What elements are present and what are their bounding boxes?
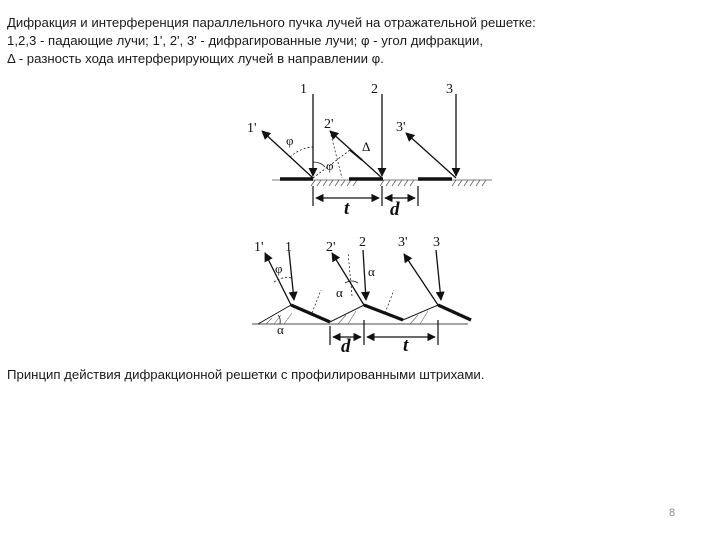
- blazed-diffracted-3-label: 3': [398, 235, 408, 250]
- blazed-incident-1-label: 1: [285, 240, 292, 255]
- path-difference-segment: [350, 150, 362, 160]
- caption-line-3: Δ - разность хода интерферирующих лучей в направлении φ.: [7, 51, 384, 66]
- path-difference-label: Δ: [362, 139, 371, 154]
- blazed-diffracted-2-label: 2': [326, 240, 336, 255]
- caption-line-1: Дифракция и интерференция параллельного пучка лучей на отражательной решетке:: [7, 15, 536, 30]
- facet-normals: [312, 252, 394, 313]
- diffracted-ray-2-label: 2': [324, 117, 334, 132]
- page-number: 8: [669, 507, 676, 519]
- diffraction-angle-label: φ: [286, 133, 294, 148]
- blazed-incident-3-label: 3: [433, 235, 440, 250]
- blazed-width-label-d: d: [341, 336, 351, 357]
- reflective-grating-diagram: [247, 82, 492, 220]
- blazed-grating-diagram: [252, 235, 471, 357]
- diffracted-ray-3-label: 3': [396, 120, 406, 135]
- incident-ray-1-label: 1: [300, 82, 307, 97]
- angle-arc-alpha-mid: [345, 281, 358, 283]
- incident-ray-3-label: 3: [446, 82, 453, 97]
- diffraction-angle-inner-label: φ: [326, 158, 334, 173]
- angle-arc-phi: [290, 147, 313, 157]
- blazed-diffracted-rays: [265, 253, 438, 305]
- dimension-lines: [313, 186, 418, 206]
- blazed-angle-alpha-2-label: α: [336, 285, 343, 300]
- width-label-d: d: [390, 199, 400, 220]
- working-facets: [291, 305, 471, 322]
- blazed-period-label-t: t: [403, 335, 409, 356]
- blazed-incident-2-label: 2: [359, 235, 366, 250]
- substrate-hatching: [272, 180, 492, 186]
- angle-arc-phi-inner: [313, 162, 325, 167]
- caption-bottom: Принцип действия дифракционной решетки с профилированными штрихами.: [7, 367, 485, 382]
- period-label-t: t: [344, 198, 350, 219]
- blazed-diffracted-1-label: 1': [254, 240, 264, 255]
- angle-arc-phi-bottom: [274, 278, 291, 283]
- blazed-angle-alpha-1-label: α: [368, 264, 375, 279]
- blazed-angle-phi-label: φ: [275, 261, 283, 276]
- blazed-angle-alpha-3-label: α: [277, 322, 284, 337]
- diffracted-ray-1-label: 1': [247, 121, 257, 136]
- caption-line-2: 1,2,3 - падающие лучи; 1', 2', 3' - дифрагированные лучи; φ - угол дифракции,: [7, 33, 484, 48]
- incident-ray-2-label: 2: [371, 82, 378, 97]
